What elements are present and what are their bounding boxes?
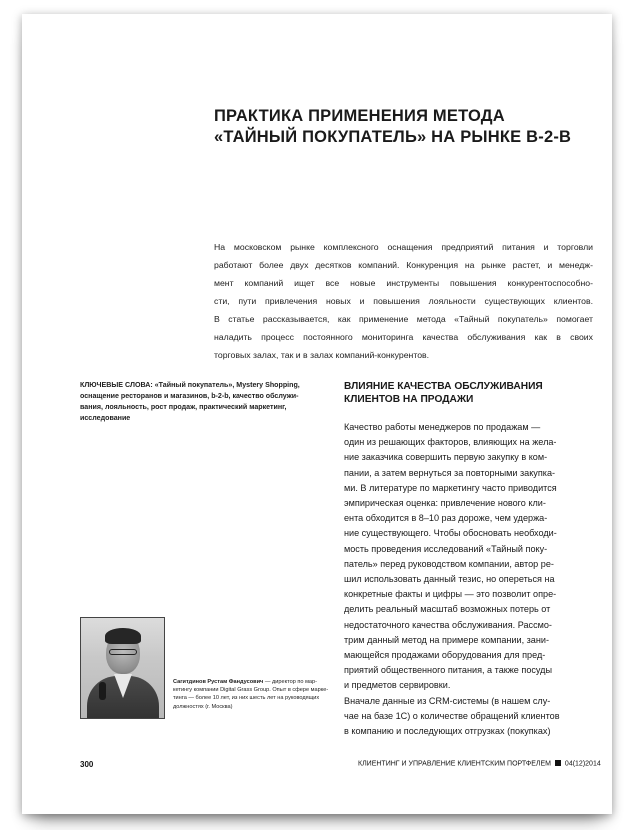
keywords-label: КЛЮЧЕВЫЕ СЛОВА: [80, 381, 153, 389]
lead-line: наладить процесс постоянного мониторинга качества обслуживания как в своих [214, 332, 593, 342]
page-number: 300 [80, 760, 94, 769]
section-heading [344, 380, 604, 406]
keywords-block [80, 380, 332, 424]
lead-line: сти, пути привлечения новых и повышения лояльности существующих клиентов. [214, 296, 593, 306]
body-line: в компанию и последующих отгрузках (покупках) [344, 726, 551, 737]
author-bio-line-1 [173, 678, 338, 686]
body-line: мающейся продажами оборудования для пред- [344, 650, 546, 661]
photo-hair [105, 628, 141, 644]
lead-line: На московском рынке комплексного оснащения предприятий питания и торговли [214, 242, 593, 252]
article-lead [214, 238, 593, 364]
lead-line: мент компаний ищет все новые инструменты повышения конкурентоспособно- [214, 278, 593, 288]
article-title-line-2: «ТАЙНЫЙ ПОКУПАТЕЛЬ» НА РЫНКЕ B-2-B [214, 128, 572, 146]
lead-line: В статье рассказывается, как применение метода «Тайный покупатель» помогает [214, 314, 593, 324]
journal-name: КЛИЕНТИНГ И УПРАВЛЕНИЕ КЛИЕНТСКИМ ПОРТФЕЛЕМ [358, 760, 552, 768]
body-line: ми. В литературе по маркетингу часто приводится [344, 482, 557, 493]
article-title [214, 106, 594, 148]
body-line: и предметов сервировки. [344, 680, 451, 691]
lead-line: торговых залах, так и в залах компаний-конкурентов. [214, 350, 430, 360]
running-footer [358, 760, 601, 768]
author-bio-line: должностях (г. Москва) [173, 703, 233, 710]
article-body [344, 420, 595, 739]
body-line: шил использовать данный тезис, но опереться на [344, 574, 555, 585]
keywords-line: вания, лояльность, рост продаж, практический маркетинг, [80, 403, 287, 411]
body-line: делить реальный масштаб возможных потерь от [344, 604, 551, 615]
body-line: приятий общественного питания, а также посуды [344, 665, 553, 676]
section-heading-line-2: КЛИЕНТОВ НА ПРОДАЖИ [344, 394, 474, 405]
microphone-icon [99, 682, 106, 700]
body-line: конкретные факты и цифры — это позволит опре- [344, 589, 557, 600]
body-line: пании, а затем вернуться за повторными закупка- [344, 467, 556, 478]
body-line: трим данный метод на примере компании, зани- [344, 634, 549, 645]
keywords-line: оснащение ресторанов и магазинов, b-2-b, качество обслужи- [80, 392, 299, 400]
body-line: Качество работы менеджеров по продажам — [344, 422, 541, 432]
body-line: мость проведения исследований «Тайный поку- [344, 543, 548, 554]
section-heading-line-1: ВЛИЯНИЕ КАЧЕСТВА ОБСЛУЖИВАНИЯ [344, 381, 543, 392]
body-line: патель» перед руководством компании, автор ре- [344, 558, 554, 569]
author-photo [80, 617, 165, 719]
square-bullet-icon [555, 760, 561, 766]
keywords-line: исследование [80, 414, 131, 422]
body-line: один из решающих факторов, влияющих на жела- [344, 437, 557, 448]
article-title-line-1: ПРАКТИКА ПРИМЕНЕНИЯ МЕТОДА [214, 107, 505, 125]
journal-page [22, 14, 612, 814]
body-line: ента обходится в 8–10 раз дороже, чем удержа- [344, 513, 548, 524]
body-line: Вначале данные из CRM-системы (в нашем слу- [344, 695, 551, 706]
author-bio-line: тинга — более 10 лет, из них шесть лет на руководящих [173, 695, 320, 702]
body-line: чае на базе 1С) о количестве обращений клиентов [344, 710, 560, 721]
keywords-text: «Тайный покупатель», Mystery Shopping, [154, 381, 300, 389]
body-line: ние существующего. Чтобы обосновать необходи- [344, 528, 557, 539]
author-bio-line: кетингу компании Digital Grass Group. Опыт в сфере марке- [173, 687, 329, 694]
body-line: эмпирическая оценка: привлечение нового кли- [344, 498, 546, 509]
author-bio [173, 678, 338, 711]
photo-glasses [109, 649, 137, 655]
keywords-line-1 [80, 380, 332, 391]
issue-number: 04(12)2014 [564, 760, 601, 768]
author-bio-text: — директор по мар- [263, 679, 318, 685]
author-name: Сагитдинов Рустам Фандусович [173, 679, 264, 685]
body-line: недостаточного качества обслуживания. Рассмо- [344, 619, 552, 630]
body-line: ние заказчика совершить первую закупку в ком- [344, 452, 548, 463]
lead-line: работают более двух десятков компаний. Конкуренция на рынке растет, и менедж- [214, 260, 593, 270]
